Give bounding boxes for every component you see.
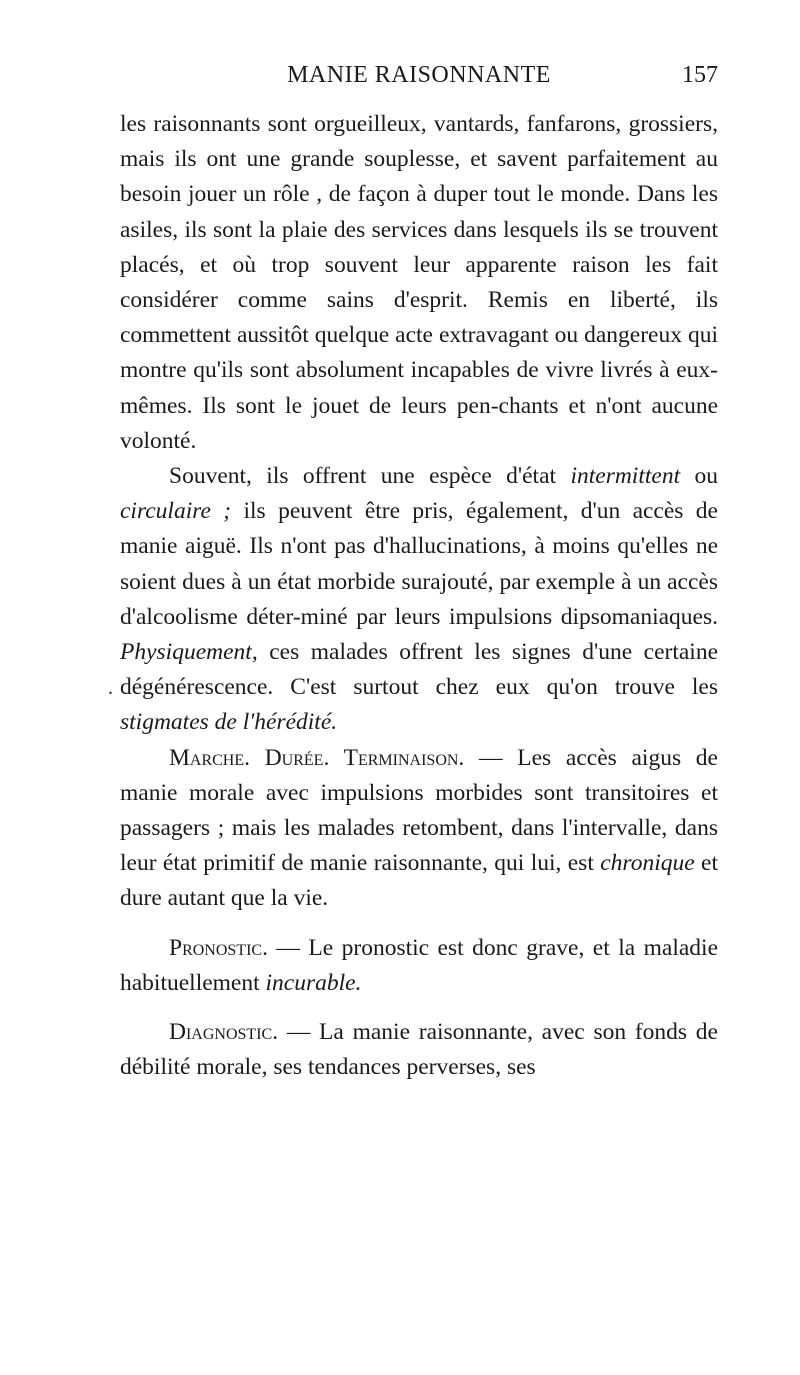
italic-term: Physiquement [120,639,252,666]
section-heading: Marche. Durée. Terminaison. [169,744,465,771]
text-segment: et dure autant que la vie. [120,850,718,912]
paragraph [120,459,718,741]
text-segment: — La manie raisonnante, avec son fonds de débilité morale, ses tendances perverses, ses [120,1019,718,1081]
text-segment: ou [680,463,719,490]
text-segment: les raisonnants sont orgueilleux, vantards, fanfarons, grossiers, mais ils ont une grande souplesse, et savent parfaitement au besoin jouer un rôle , de façon à duper tout le monde. Dans les asiles, ils sont la plaie des services dans lesquels ils se trouvent placés, et où trop souvent leur apparente raison les fait considérer comme sains d'esprit. Remis en liberté, ils commettent aussitôt quelque acte extravagant ou dangereux qui montre qu'ils sont absolument incapables de vivre livrés à eux-mêmes. Ils sont le jouet de leurs pen-chants et n'ont aucune volonté. [120,111,718,454]
italic-term: stigmates de l'hérédité. [120,709,338,736]
paragraph [120,931,718,1001]
italic-term: incurable. [265,969,362,996]
paragraph [120,1015,718,1085]
page-header [120,62,718,98]
italic-term: circulaire ; [120,498,232,525]
paragraph [120,741,718,917]
running-title: MANIE RAISONNANTE [287,62,551,88]
section-heading: Diagnostic. [169,1019,279,1046]
margin-mark: . [108,677,113,699]
italic-term: chronique [600,850,695,877]
text-segment: ils peuvent être pris, également, d'un accès de manie aiguë. Ils n'ont pas d'hallucinations, à moins qu'elles ne soient dues à un état morbide surajouté, par exemple à un accès d'alcoolisme déter-miné par leurs impulsions dipsomaniaques. [120,498,718,630]
section-heading: Pronostic. [169,934,268,961]
text-segment: Souvent, ils offrent une espèce d'état [169,463,571,490]
page-number: 157 [682,62,718,88]
text-segment: , ces malades offrent les signes d'une certaine dégénérescence. C'est surtout chez eux qu'on trouve les [120,639,718,701]
text-segment: — Le pronostic est donc grave, et la maladie habituellement [120,934,718,996]
paragraph [120,107,718,459]
text-segment: — Les accès aigus de manie morale avec impulsions morbides sont transitoires et passagers ; mais les malades retombent, dans l'intervalle, dans leur état primitif de manie raisonnante, qui lui, est [120,744,718,877]
body-text [120,107,718,1085]
italic-term: intermittent [570,463,681,490]
